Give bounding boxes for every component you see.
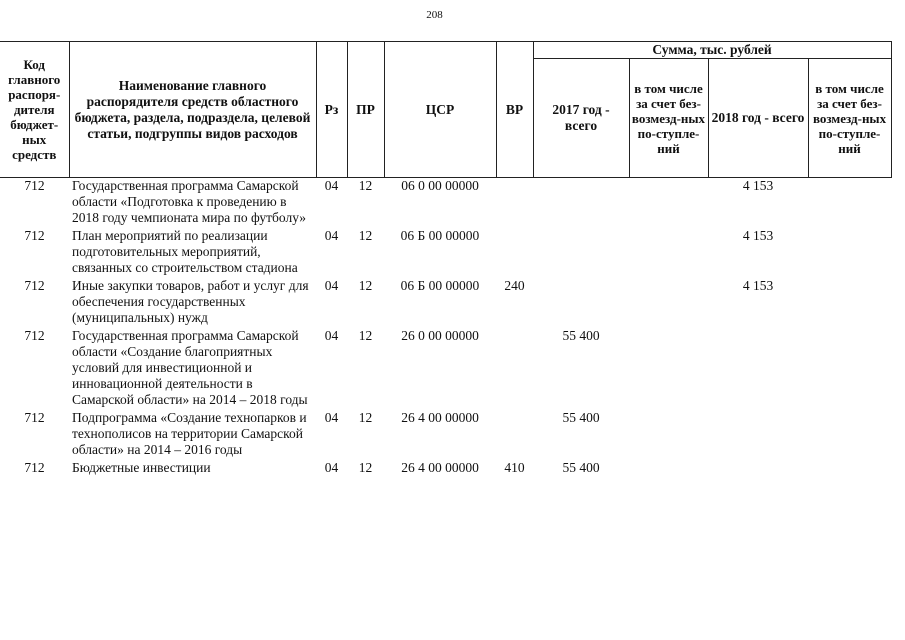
cell-csr: 06 Б 00 00000 (400, 228, 480, 243)
cell-2018 (708, 460, 808, 478)
table-row (0, 278, 891, 328)
cell-2017-grants (629, 460, 708, 478)
cell-rz: 04 (324, 328, 339, 343)
cell-2017-grants (629, 328, 708, 410)
cell-2017 (533, 228, 629, 278)
cell-2018: 4 153 (742, 228, 774, 243)
cell-vr: 240 (504, 278, 525, 293)
cell-rz: 04 (324, 178, 339, 193)
cell-2018 (708, 328, 808, 410)
cell-vr (496, 228, 533, 278)
cell-2018: 4 153 (742, 178, 774, 193)
budget-table (0, 41, 892, 478)
cell-code: 712 (24, 328, 45, 343)
cell-csr: 06 0 00 00000 (401, 178, 479, 193)
cell-name: Иные закупки товаров, работ и услуг для обеспечения государственных (муниципальных) нужд (72, 278, 309, 325)
table-row (0, 460, 891, 478)
cell-pr: 12 (358, 328, 373, 343)
cell-code: 712 (24, 278, 45, 293)
header-pr: ПР (347, 42, 384, 178)
cell-2017: 55 400 (562, 460, 600, 475)
cell-2018-grants (808, 410, 891, 460)
cell-vr: 410 (504, 460, 525, 475)
cell-rz: 04 (324, 278, 339, 293)
cell-pr: 12 (358, 228, 373, 243)
cell-2018-grants (808, 178, 891, 229)
cell-rz: 04 (324, 228, 339, 243)
cell-code: 712 (24, 228, 45, 243)
header-2017-grants: в том числе за счет без-возмезд-ных по-ступле-ний (629, 59, 708, 178)
cell-vr (496, 178, 533, 229)
header-sum-group: Сумма, тыс. рублей (533, 42, 891, 59)
cell-pr: 12 (358, 460, 373, 475)
header-csr: ЦСР (384, 42, 496, 178)
cell-2017-grants (629, 278, 708, 328)
cell-2018-grants (808, 278, 891, 328)
table-row (0, 178, 891, 229)
cell-rz: 04 (324, 460, 339, 475)
cell-pr: 12 (358, 278, 373, 293)
cell-2017: 55 400 (562, 328, 600, 343)
cell-2017 (533, 278, 629, 328)
cell-code: 712 (24, 410, 45, 425)
header-name: Наименование главного распорядителя средств областного бюджета, раздела, подраздела, целевой статьи, подгруппы видов расходов (69, 42, 316, 178)
table-row (0, 228, 891, 278)
cell-name: План мероприятий по реализации подготовительных мероприятий, связанных со строительством стадиона (72, 228, 298, 275)
table-row (0, 410, 891, 460)
cell-2017: 55 400 (562, 410, 600, 425)
cell-name: Бюджетные инвестиции (72, 460, 211, 475)
cell-name: Государственная программа Самарской области «Подготовка к проведению в 2018 году чемпионата мира по футболу» (72, 178, 307, 225)
table-row (0, 328, 891, 410)
header-vr: ВР (496, 42, 533, 178)
cell-pr: 12 (358, 178, 373, 193)
header-rz: Рз (316, 42, 347, 178)
header-code: Код главного распоря-дителя бюджет-ных средств (0, 42, 69, 178)
cell-csr: 06 Б 00 00000 (400, 278, 480, 293)
cell-2018 (708, 410, 808, 460)
cell-2018-grants (808, 460, 891, 478)
cell-2018: 4 153 (742, 278, 774, 293)
cell-2017-grants (629, 228, 708, 278)
cell-csr: 26 4 00 00000 (401, 410, 479, 425)
cell-2017-grants (629, 178, 708, 229)
page-number: 208 (426, 9, 443, 21)
cell-2017-grants (629, 410, 708, 460)
cell-2018-grants (808, 328, 891, 410)
cell-2018-grants (808, 228, 891, 278)
cell-csr: 26 4 00 00000 (401, 460, 479, 475)
header-2018-total: 2018 год - всего (708, 59, 808, 178)
cell-code: 712 (24, 460, 45, 475)
cell-vr (496, 328, 533, 410)
cell-code: 712 (24, 178, 45, 193)
cell-rz: 04 (324, 410, 339, 425)
cell-name: Государственная программа Самарской области «Создание благоприятных условий для инвестиционной и инновационной деятельности в Самарской области» на 2014 – 2018 годы (72, 328, 308, 407)
cell-name: Подпрограмма «Создание технопарков и технополисов на территории Самарской области» на 2014 – 2016 годы (72, 410, 307, 457)
cell-pr: 12 (358, 410, 373, 425)
cell-2017 (533, 178, 629, 229)
header-2018-grants: в том числе за счет без-возмезд-ных по-ступле-ний (808, 59, 891, 178)
cell-csr: 26 0 00 00000 (401, 328, 479, 343)
cell-vr (496, 410, 533, 460)
header-2017-total: 2017 год - всего (533, 59, 629, 178)
